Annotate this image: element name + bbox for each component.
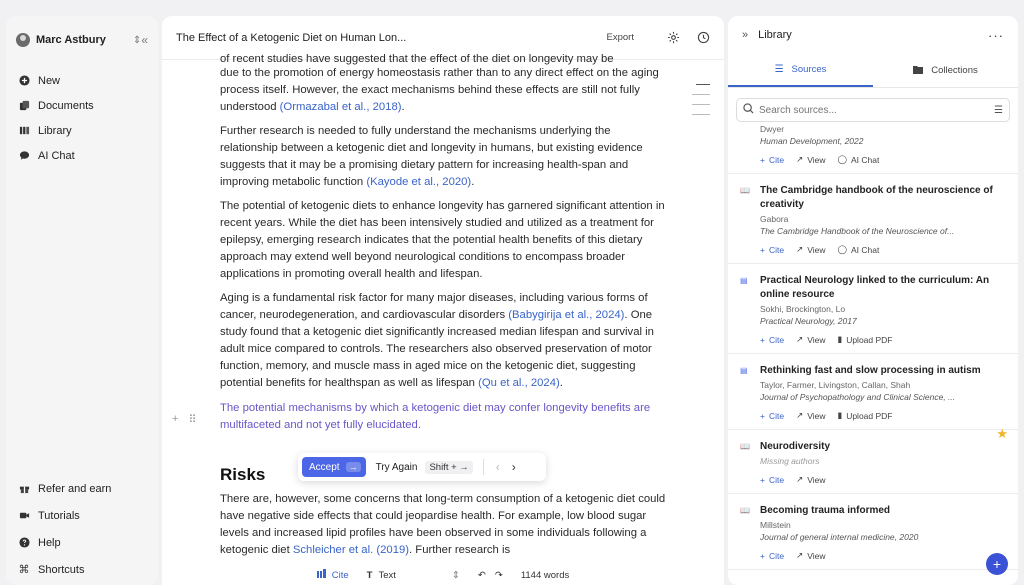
- view-source-button[interactable]: [796, 410, 825, 421]
- cite-source-button[interactable]: [760, 475, 784, 485]
- chat-bubble-icon: ◯: [837, 154, 848, 164]
- add-block-icon[interactable]: +: [172, 413, 179, 425]
- next-suggestion-icon[interactable]: ›: [511, 460, 516, 474]
- view-source-button[interactable]: [796, 154, 825, 165]
- sidebar-item-new[interactable]: [6, 68, 158, 93]
- try-again-shortcut: Shift + →: [425, 461, 472, 474]
- undo-icon: ↶: [477, 569, 486, 581]
- paragraph-3: The potential of ketogenic diets to enhance longevity has garnered significant attention in recent years. While the diet has been intensively studied and utilized as a treatment for epilepsy, emerging research indicates that the potential health benefits of this dietary approach may extend well beyond neurological conditions to encompass broader applications in promoting overall health and lifespan.: [220, 200, 665, 280]
- source-journal: Human Development, 2022: [760, 136, 864, 146]
- paragraph-text: . One study found that a ketogenic diet significantly increased median lifespan and survival in adult mice compared to controls. The researchers also observed preservation of motor function, memory, and muscle mass in aged mice on the ketogenic diet, suggesting potential benefits for healthspan as well as lifespan: [220, 309, 654, 389]
- source-authors: Taylor, Farmer, Livingston, Callan, Shah: [760, 380, 911, 390]
- ai-suggestion-toolbar: [298, 453, 546, 481]
- list-item[interactable]: [728, 494, 1018, 570]
- plus-icon: +: [760, 474, 765, 485]
- source-title: Neurodiversity: [760, 441, 831, 452]
- tab-label: Sources: [791, 64, 827, 75]
- sidebar-bottom: [6, 475, 158, 585]
- avatar: [16, 33, 30, 47]
- source-actions: [760, 334, 1000, 345]
- action-label: Cite: [768, 474, 785, 485]
- plus-icon: +: [760, 334, 765, 345]
- external-link-icon: ↗: [796, 334, 804, 344]
- accept-label: Accept: [309, 461, 340, 473]
- action-label: Cite: [768, 244, 785, 255]
- sidebar-item-label: AI Chat: [38, 149, 75, 162]
- library-tabs: [728, 54, 1018, 88]
- paragraph-1: due to the promotion of energy homeostasis rather than to any direct effect on the aging process itself. However, the exact mechanisms behind these effects are still not fully understood (Ormazabal et al., 2018).: [220, 67, 659, 113]
- book-icon: 📖: [740, 506, 750, 515]
- source-journal: Practical Neurology, 2017: [760, 316, 857, 326]
- paragraph-4: Aging is a fundamental risk factor for many major diseases, including various forms of cancer, neurodegeneration, and cardiovascular disorders (Babygirija et al., 2024). One study found that a ketogenic diet significantly increased median lifespan and survival in adult mice compared to controls. The researchers also observed preservation of motor function, memory, and muscle mass in aged mice on the ketogenic diet, suggesting potential benefits for healthspan as well as lifespan (Qu et al., 2024).: [220, 292, 654, 389]
- list-item[interactable]: [728, 123, 1018, 174]
- gift-icon: [18, 483, 30, 495]
- sidebar-item-tutorials[interactable]: [6, 502, 158, 529]
- chat-bubble-icon: ◯: [837, 244, 848, 254]
- expand-panel-icon[interactable]: »: [742, 29, 749, 41]
- redo-button[interactable]: [495, 570, 503, 581]
- cite-source-button[interactable]: [760, 155, 784, 165]
- text-style-select[interactable]: [367, 570, 460, 581]
- cite-icon: [317, 569, 327, 582]
- paragraph-text: due to the promotion of energy homeostasis rather than to any direct effect on the aging process itself. However, the exact mechanisms behind these effects are still not fully understood: [220, 67, 659, 113]
- book-icon: 📖: [740, 442, 750, 451]
- app-window: [6, 16, 1018, 585]
- paragraph-5: [220, 491, 670, 559]
- view-source-button[interactable]: [796, 334, 825, 345]
- cite-source-button[interactable]: [760, 335, 784, 345]
- tab-label: Collections: [931, 65, 978, 76]
- minimap-line: [692, 114, 710, 115]
- try-again-button[interactable]: Try Again: [375, 461, 418, 473]
- plus-circle-icon: [18, 75, 30, 87]
- external-link-icon: ↗: [796, 244, 804, 254]
- list-item[interactable]: [728, 264, 1018, 354]
- citation-link[interactable]: (Ormazabal et al., 2018): [279, 101, 402, 113]
- library-panel: [728, 16, 1018, 585]
- user-name: Marc Astbury: [36, 34, 106, 46]
- library-header: [728, 16, 1018, 54]
- toolbar-divider: [483, 459, 484, 475]
- source-actions: [760, 244, 1000, 255]
- sidebar-nav: [6, 68, 158, 168]
- editor-footer: [162, 565, 724, 585]
- outline-minimap[interactable]: [692, 84, 710, 124]
- external-link-icon: ↗: [796, 154, 804, 164]
- cite-source-button[interactable]: [760, 551, 784, 561]
- source-journal: Journal of general internal medicine, 2020: [760, 532, 919, 542]
- source-authors: Sokhi, Brockington, Lo: [760, 304, 846, 314]
- sidebar: [6, 16, 158, 585]
- minimap-line: [692, 104, 710, 105]
- action-label: Cite: [768, 550, 785, 561]
- source-actions: [760, 474, 1000, 485]
- editor-body[interactable]: [162, 53, 724, 565]
- source-journal: The Cambridge Handbook of the Neuroscience of...: [760, 226, 955, 236]
- source-authors: Dwyer: [760, 124, 785, 134]
- sidebar-item-label: Refer and earn: [38, 482, 112, 495]
- view-source-button[interactable]: [796, 474, 825, 485]
- plus-icon: +: [760, 410, 765, 421]
- sidebar-item-help[interactable]: [6, 529, 158, 556]
- sidebar-item-label: Documents: [38, 99, 94, 112]
- ai-chat-source-button[interactable]: [838, 244, 880, 255]
- sidebar-item-documents[interactable]: [6, 93, 158, 118]
- external-link-icon: ↗: [796, 410, 804, 420]
- sidebar-item-label: Help: [38, 536, 61, 549]
- ai-suggestion-text[interactable]: The potential mechanisms by which a ketogenic diet may confer longevity benefits are multifaceted and not yet fully elucidated.: [220, 402, 651, 431]
- citation-link[interactable]: Schleicher et al. (2019): [292, 544, 410, 556]
- action-label: AI Chat: [851, 244, 880, 255]
- action-label: AI Chat: [851, 154, 880, 165]
- citation-link[interactable]: (Kayode et al., 2020): [366, 176, 472, 188]
- documents-icon: [18, 100, 30, 112]
- add-source-button[interactable]: [986, 553, 1008, 575]
- command-icon: ⌘: [18, 564, 30, 576]
- source-authors: Gabora: [760, 214, 789, 224]
- paragraph-partial: of recent studies have suggested that the effect of the diet on longevity may be: [220, 53, 614, 65]
- export-button[interactable]: Export: [606, 32, 634, 43]
- settings-gear-icon[interactable]: [666, 31, 680, 45]
- minimap-line: [696, 84, 710, 85]
- previous-suggestion-icon[interactable]: ‹: [495, 460, 500, 474]
- sources-list: [728, 124, 1018, 585]
- source-title: Practical Neurology linked to the curriculum: An online resource: [760, 275, 990, 300]
- plus-icon: +: [760, 244, 765, 255]
- paragraph-text: Aging is a fundamental risk factor for many major diseases, including various forms of cancer, neurodegeneration, and cardiovascular disorders: [220, 292, 648, 321]
- source-actions: [760, 550, 1000, 561]
- paragraph-text: There are, however, some concerns that long-term consumption of a ketogenic diet could have negative side effects that could jeopardise health. For example, low blood sugar levels and increased lipid profiles have been observed in some individuals following a ketogenic diet: [220, 493, 666, 556]
- paragraph-text: . Further research is: [409, 544, 511, 556]
- accept-button[interactable]: [302, 457, 366, 477]
- more-options-icon[interactable]: ···: [988, 27, 1004, 43]
- action-label: View: [807, 334, 826, 345]
- action-label: Cite: [768, 334, 785, 345]
- list-item[interactable]: [728, 430, 1018, 494]
- source-journal: Journal of Psychopathology and Clinical Science, ...: [760, 392, 956, 402]
- minimap-line: [692, 94, 710, 95]
- paragraph-2: Further research is needed to fully understand the mechanisms underlying the relationship between a ketogenic diet and longevity in humans, but existing evidence suggests that it may be a promising dietary pattern for increasing health-span and improving metabolic function (Kayode et al., 2020).: [220, 125, 643, 188]
- help-icon: [18, 537, 30, 549]
- text-style-label: Text: [378, 569, 396, 581]
- source-actions: [760, 154, 1000, 165]
- sidebar-item-label: Library: [38, 124, 72, 137]
- library-title: Library: [758, 29, 792, 41]
- sidebar-item-label: New: [38, 74, 61, 87]
- chat-icon: [18, 150, 30, 162]
- document-text[interactable]: [220, 53, 670, 566]
- source-title: Rethinking fast and slow processing in autism: [760, 365, 981, 376]
- action-label: View: [807, 474, 826, 485]
- block-gutter: [172, 413, 197, 426]
- sidebar-item-label: Tutorials: [38, 509, 80, 522]
- sidebar-item-label: Shortcuts: [38, 563, 85, 576]
- word-count: 1144 words: [520, 569, 570, 581]
- chevron-updown-icon: ⇕: [451, 569, 460, 581]
- text-style-icon: T: [366, 569, 373, 581]
- journal-icon: ▤: [740, 366, 748, 375]
- cite-source-button[interactable]: [760, 411, 784, 421]
- sidebar-item-ai-chat[interactable]: [6, 143, 158, 168]
- source-actions: [760, 410, 1000, 421]
- sidebar-item-refer[interactable]: [6, 475, 158, 502]
- action-label: Upload PDF: [846, 410, 893, 421]
- accept-shortcut: →: [346, 462, 361, 472]
- document-title[interactable]: The Effect of a Ketogenic Diet on Human Lon...: [176, 31, 407, 44]
- search-input[interactable]: [759, 105, 994, 116]
- cite-source-button[interactable]: [760, 245, 784, 255]
- action-label: View: [807, 154, 826, 165]
- external-link-icon: ↗: [796, 474, 804, 484]
- undo-button[interactable]: [478, 570, 486, 581]
- action-label: View: [807, 244, 826, 255]
- pdf-file-icon: ▮: [837, 410, 843, 420]
- plus-icon: +: [760, 550, 765, 561]
- ai-chat-source-button[interactable]: [838, 154, 880, 165]
- upload-pdf-button[interactable]: [838, 334, 893, 345]
- citation-link[interactable]: (Babygirija et al., 2024): [508, 309, 625, 321]
- list-item[interactable]: [728, 174, 1018, 264]
- view-source-button[interactable]: [796, 550, 825, 561]
- journal-icon: ▤: [740, 276, 748, 285]
- source-title: Becoming trauma informed: [760, 505, 891, 516]
- video-icon: [18, 510, 30, 522]
- action-label: Upload PDF: [846, 334, 893, 345]
- redo-icon: ↷: [494, 569, 503, 581]
- plus-icon: +: [992, 556, 1002, 572]
- tab-sources[interactable]: [728, 54, 873, 87]
- pdf-file-icon: ▮: [837, 334, 843, 344]
- book-icon: 📖: [740, 186, 750, 195]
- citation-link[interactable]: (Qu et al., 2024): [478, 377, 560, 389]
- editor-panel: [162, 16, 724, 585]
- cite-label: Cite: [331, 569, 349, 581]
- history-clock-icon[interactable]: [696, 31, 710, 45]
- paragraph-text: Further research is needed to fully understand the mechanisms underlying the relationship between a ketogenic diet and longevity in humans, but existing evidence suggests that it may be a promising dietary pattern for increasing health-span and improving metabolic function: [220, 125, 643, 188]
- source-title: The Cambridge handbook of the neuroscience of creativity: [760, 185, 993, 210]
- folder-icon: [913, 65, 923, 77]
- star-icon[interactable]: ★: [996, 426, 1008, 441]
- action-label: View: [807, 550, 826, 561]
- tab-collections[interactable]: [873, 54, 1018, 87]
- sidebar-item-shortcuts[interactable]: [6, 556, 158, 583]
- drag-handle-icon[interactable]: ⠿: [188, 414, 197, 426]
- source-authors: Millstein: [760, 520, 791, 530]
- view-source-button[interactable]: [796, 244, 825, 255]
- action-label: View: [807, 410, 826, 421]
- list-item[interactable]: [728, 354, 1018, 441]
- collapse-sidebar-icon[interactable]: «: [141, 33, 148, 47]
- search-icon: [743, 103, 754, 117]
- library-icon: [18, 125, 30, 137]
- list-icon: ☰: [774, 64, 784, 75]
- chevron-updown-icon: ⇕: [132, 34, 142, 46]
- source-authors: Missing authors: [760, 456, 820, 466]
- user-menu[interactable]: [6, 30, 158, 50]
- heading-risks: Risks: [220, 465, 266, 484]
- action-label: Cite: [768, 410, 785, 421]
- plus-icon: +: [760, 154, 765, 165]
- external-link-icon: ↗: [796, 550, 804, 560]
- cite-button[interactable]: [317, 569, 349, 582]
- filter-sort-icon[interactable]: ☰: [994, 104, 1003, 116]
- action-label: Cite: [768, 154, 785, 165]
- search-sources-box: [736, 98, 1010, 122]
- upload-pdf-button[interactable]: [838, 410, 893, 421]
- sidebar-item-library[interactable]: [6, 118, 158, 143]
